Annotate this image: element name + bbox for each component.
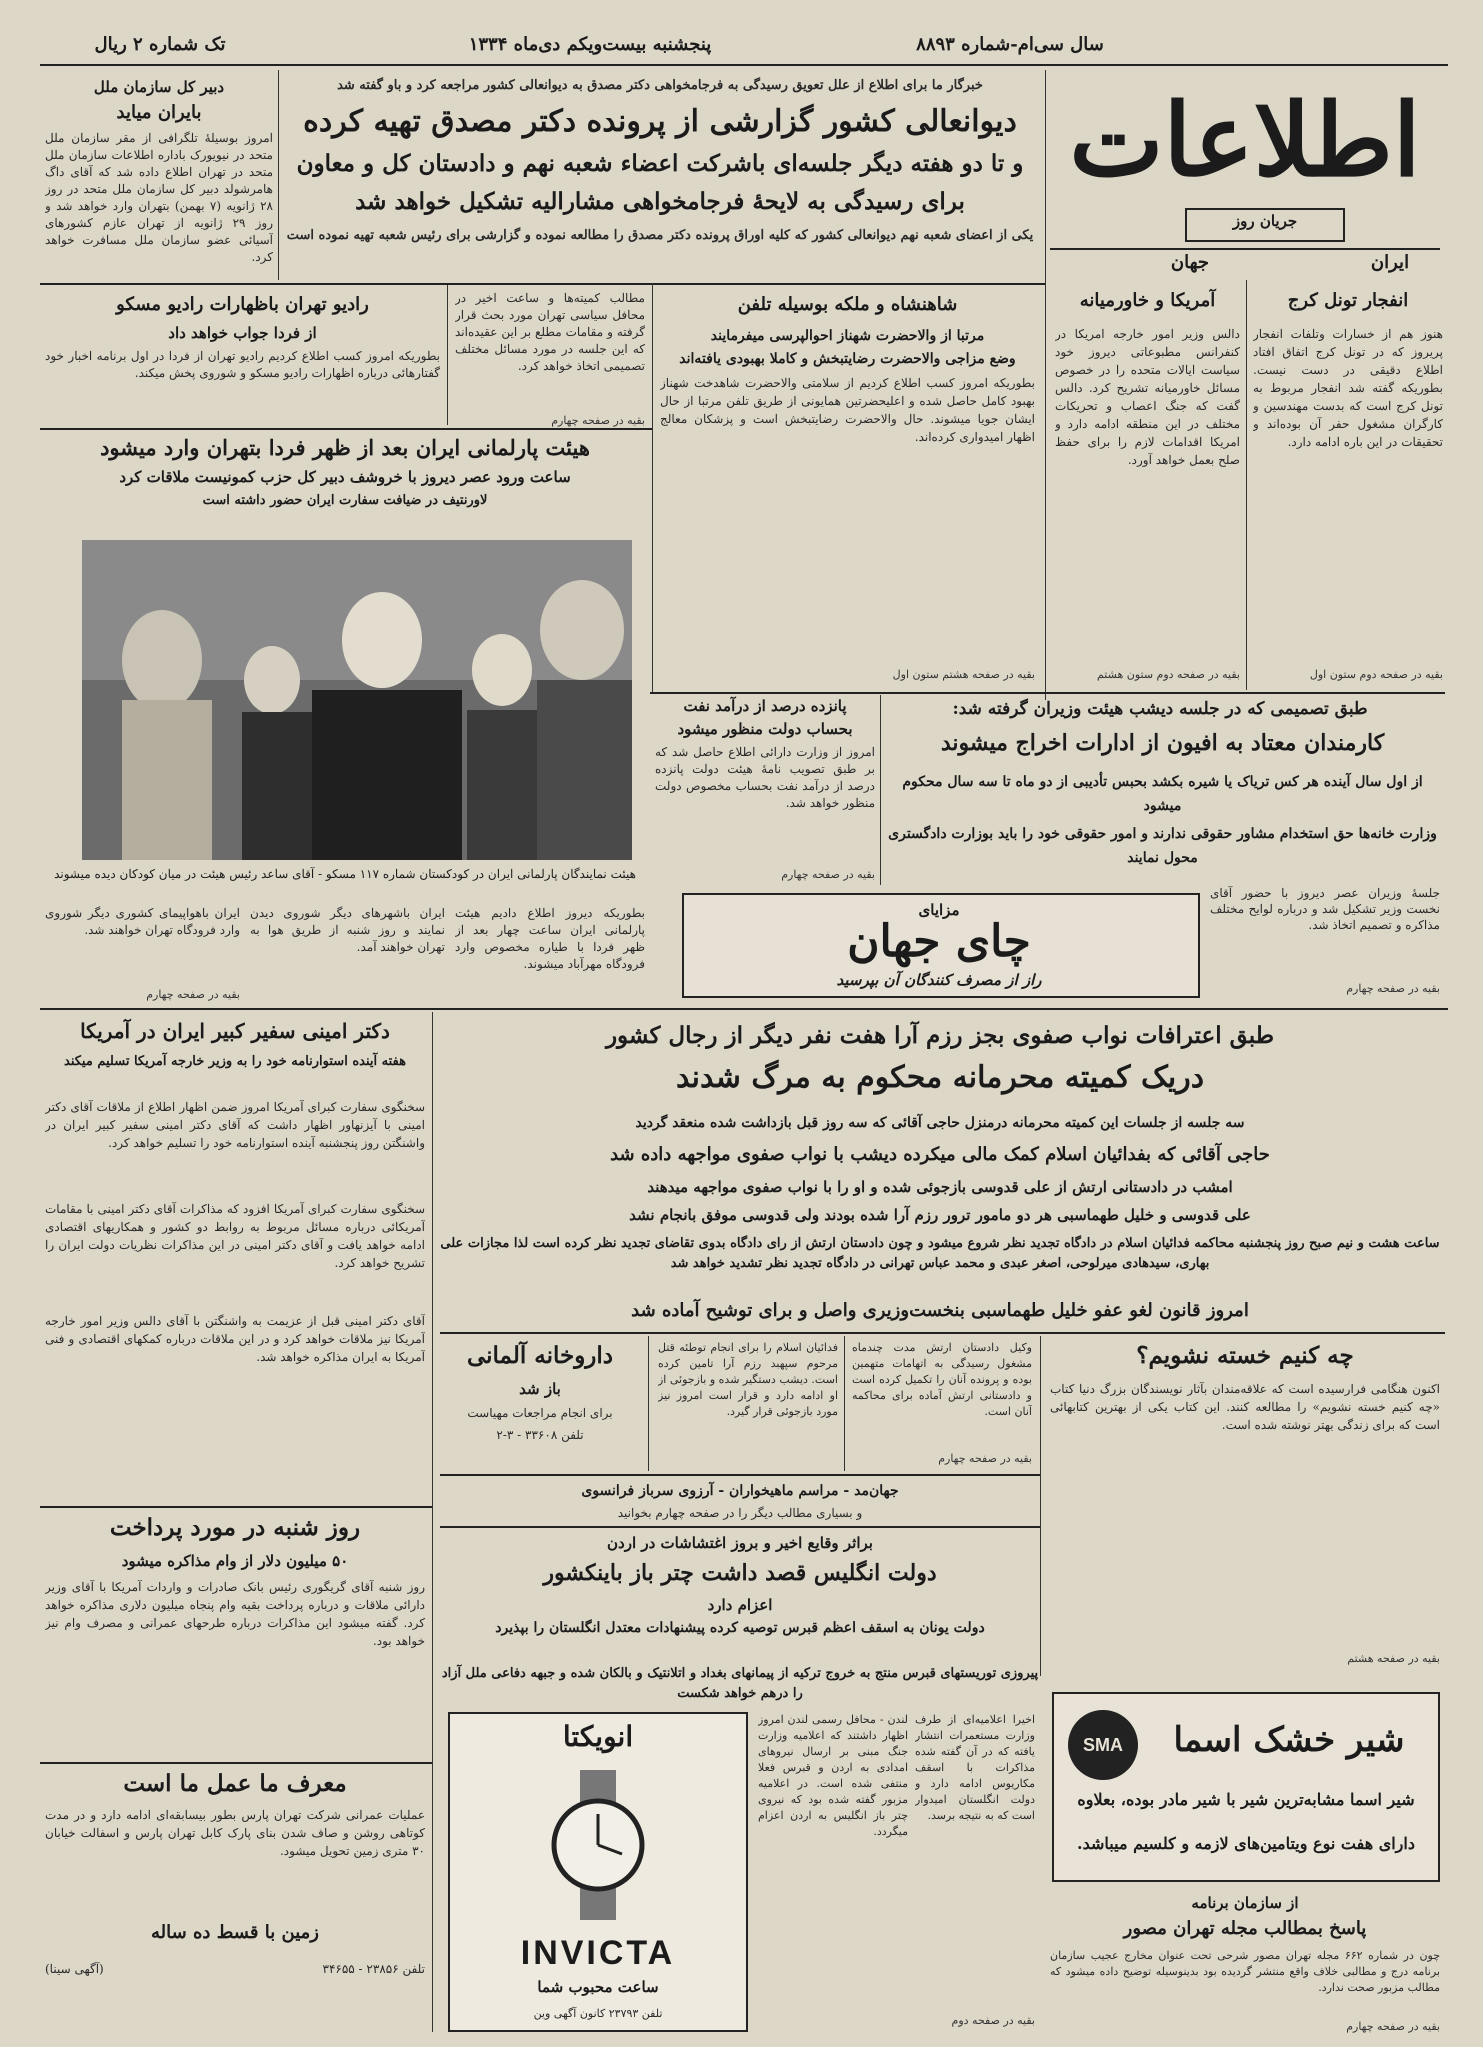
iran-cont: بقیه در صفحه دوم ستون اول xyxy=(1309,668,1443,681)
world-label: جهان xyxy=(1170,252,1210,273)
issue-number: سال سی‌ام-شماره ۸۸۹۳ xyxy=(916,34,1104,55)
invicta-sub: ساعت محبوب شما xyxy=(537,1978,659,1996)
fadaiyan-line-2: حاجی آقائی که بفدائیان اسلام کمک مالی میکرده دیشب با نواب صفوی مواجهه داده شد xyxy=(610,1144,1270,1165)
program-body: چون در شماره ۶۶۲ مجله تهران مصور شرحی تحت عنوان مخارج عجیب سازمان برنامه درج و مطالبی خلاف واقع منتشر گردیده بود بدینوسیله توضیح داده میشود که مطالب مزبور صحت ندارد. xyxy=(1050,1949,1440,1994)
lead-kicker: خبرگار ما برای اطلاع از علل تعویق رسیدگی به فرجامخواهی دکتر مصدق به دیوانعالی کشور مراجعه کرد و باو گفته شد xyxy=(337,78,983,93)
world-headline: آمریکا و خاورمیانه xyxy=(1079,290,1216,311)
delegation-sub-2: لاورنتیف در ضیافت سفارت ایران حضور داشته است xyxy=(202,493,488,508)
fadaiyan-line-4: علی قدوسی و خلیل طهماسبی هر دو مامور ترور رزم آرا شده بودند ولی قدوسی موفق بانجام نشد xyxy=(629,1206,1251,1224)
opium-sub-1: از اول سال آینده هر کس تریاک یا شیره بکشد بحبس تأدیبی از دو ماه تا سه سال محکوم میشود xyxy=(902,774,1423,814)
pharmacy-headline: داروخانه آلمانی xyxy=(466,1342,614,1369)
un-title-2: بایران میاید xyxy=(116,102,202,123)
iran-label: ایران xyxy=(1370,252,1410,273)
tired-headline: چه کنیم خسته نشویم؟ xyxy=(1136,1342,1354,1369)
estate-phone: تلفن ۲۳۸۵۶ - ۳۴۶۵۵ xyxy=(322,1962,425,1976)
radio-headline: رادیو تهران باظهارات رادیو مسکو xyxy=(116,294,369,315)
fadaiyan-cont-cont: بقیه در صفحه چهارم xyxy=(938,1452,1032,1465)
sma-ad xyxy=(1052,1692,1440,1882)
lead-headline: دیوانعالی کشور گزارشی از پرونده دکتر مصدق تهیه کرده xyxy=(303,104,1017,139)
loan-headline: روز شنبه در مورد پرداخت xyxy=(109,1514,361,1541)
magazine-teaser: جهان‌مد - مراسم ماهیخواران - آرزوی سرباز فرانسوی xyxy=(581,1483,899,1499)
lead-headline-2: و تا دو هفته دیگر جلسه‌ای باشرکت اعضاء شعبه نهم و دادستان کل و معاون xyxy=(296,150,1024,177)
opium-headline: کارمندان معتاد به افیون از ادارات اخراج میشوند xyxy=(940,730,1385,756)
cabinet-cont: بقیه در صفحه چهارم xyxy=(1346,982,1440,995)
sma-line-1: شیر اسما مشابه‌ترین شیر با شیر مادر بوده، بعلاوه xyxy=(1077,1790,1415,1809)
fadaiyan-line-1: سه جلسه از جلسات این کمیته محرمانه درمنزل حاجی آقائی که سه روز قبل بازداشت شده منعقد گردید xyxy=(635,1115,1245,1131)
estate-headline: معرف ما عمل ما است xyxy=(123,1770,347,1797)
fadaiyan-line-5: ساعت هشت و نیم صبح روز پنجشنبه محاکمه فدائیان اسلام در دادگاه تجدید نظر شروع میشود و چون دادستان ارتش از رای دادگاه بدوی تقاضای تجدید نظر کرده است لذا مجازات علی بهاری، سیدهادی میرلوحی، اصغر عبدی و محمد عباس تهرانی در دادگاه تجدید نظر تشدید خواهد شد xyxy=(440,1236,1440,1271)
tea-ad-brand: چای جهان xyxy=(847,916,1031,967)
budget-body: مطالب کمیته‌ها و ساعت اخیر در محافل سیاسی تهران مورد بحث قرار گرفته و مقامات مطلع بر این عقیده‌اند که این جلسه در مورد مسائل مختلف تصمیمی اتخاذ خواهد کرد. xyxy=(455,291,645,373)
tired-body: اکنون هنگامی فرارسیده است که علاقه‌مندان بآثار نویسندگان بزرگ دنیا کتاب «چه کنیم خسته نشویم» را مطالعه کنند. این کتاب یکی از بهترین کتابهائی است که برای زندگی بهتر نوشته شده است. xyxy=(1050,1382,1440,1432)
oil-headline-2: بحساب دولت منظور میشود xyxy=(677,720,853,738)
lead-sub: یکی از اعضای شعبه نهم دیوانعالی کشور که کلیه اوراق پرونده دکتر مصدق را مطالعه نموده و گزارشی برای رئیس شعبه تهیه نموده است xyxy=(286,228,1034,243)
delegation-caption: هیئت نمایندگان پارلمانی ایران در کودکستان شماره ۱۱۷ مسکو - آقای ساعد رئیس هیئت در میان کودکان دیده میشوند xyxy=(54,867,636,881)
world-body: دالس وزیر امور خارجه امریکا در کنفرانس مطبوعاتی دیروز خود سیاست ایالات متحده را در خصوص مسائل خاورمیانه تشریح کرد. دالس گفت که جنگ اعصاب و تحریکات مختلف در این منطقه ادامه دارد و امریکا اقدامات لازم را برای حفظ صلح بعمل خواهد آورد. xyxy=(1055,327,1240,467)
delegation-body-mid: ایران باشهرهای دیگر شوروی دیدن نمایند و روز شنبه از طریق هوا به تهران خواهند آمد. xyxy=(250,906,445,954)
invicta-brand: INVICTA xyxy=(520,1934,676,1972)
lead-headline-3: برای رسیدگی به لایحهٔ فرجامخواهی مشارالیه تشکیل خواهد شد xyxy=(355,188,965,215)
iran-headline: انفجار تونل کرج xyxy=(1287,290,1409,311)
delegation-photo xyxy=(82,540,632,860)
un-title: دبیر کل سازمان ملل xyxy=(93,78,225,96)
cabinet-body: جلسهٔ وزیران عصر دیروز با حضور آقای نخست وزیر تشکیل شد و درباره لوایح مختلف مذاکره و تصمیم اتخاذ شد. xyxy=(1210,886,1440,932)
program-kicker: از سازمان برنامه xyxy=(1191,1894,1299,1912)
fadaiyan-headline-1: طبق اعترافات نواب صفوی بجز رزم آرا هفت نفر دیگر از رجال کشور xyxy=(605,1022,1275,1049)
oil-cont: بقیه در صفحه چهارم xyxy=(781,868,875,881)
radio-sub: از فردا جواب خواهد داد xyxy=(168,324,317,342)
shah-sub-1: مرتبا از والاحضرت شهناز احوالپرسی میفرمایند xyxy=(710,328,985,344)
jordan-sub-1: دولت یونان به اسقف اعظم قبرس توصیه کرده پیشنهادات معتدل انگلستان را بپذیرد xyxy=(495,1620,985,1636)
fadaiyan-cont-body: فدائیان اسلام را برای انجام توطئه قتل مرحوم سپهبد رزم آرا تامین کرده است. دیشب دستگیر شده و بازجوئی از او ادامه دارد و قرار است امروز نیز مورد بازجوئی قرار گیرد. xyxy=(658,1341,838,1418)
jordan-body-2: اخیرا اعلامیه‌ای از طرف وزارت مستعمرات انتشار یافته که در آن گفته شده مذاکرات با اسقف مکاریوس ادامه دارد و دولت انگلستان امیدوار است که به نتیجه برسد. xyxy=(915,1713,1035,1822)
fadaiyan-line-6: امروز قانون لغو عفو خلیل طهماسبی بنخست‌وزیری واصل و برای توشیح آماده شد xyxy=(631,1300,1249,1321)
watch-icon xyxy=(538,1770,658,1920)
amini-headline: دکتر امینی سفیر کبیر ایران در آمریکا xyxy=(80,1019,390,1043)
amini-body-1: سخنگوی سفارت کبرای آمریکا امروز ضمن اظهار اطلاع از ملاقات آقای دکتر امینی با آیزنهاور اظهار داشت که آقای دکتر امینی سفیر کبیر ایران در واشنگتن روز پنجشنبه آینده استوارنامه خود را تسلیم خواهد کرد. xyxy=(45,1100,425,1150)
invicta-phone: تلفن ۲۳۷۹۳ کانون آگهی وین xyxy=(533,2007,663,2020)
sma-logo: SMA xyxy=(1068,1710,1138,1780)
invicta-persian: انویکتا xyxy=(562,1720,634,1753)
magazine-teaser-sub: و بسیاری مطالب دیگر را در صفحه چهارم بخوانید xyxy=(617,1506,863,1520)
delegation-headline: هیئت پارلمانی ایران بعد از ظهر فردا بتهران وارد میشود xyxy=(100,435,590,460)
pharmacy-status: باز شد xyxy=(519,1380,561,1398)
issue-date: پنجشنبه بیست‌ویکم دی‌ماه ۱۳۳۴ xyxy=(468,34,712,55)
tea-ad-slogan: راز از مصرف کنندگان آن بپرسید xyxy=(836,971,1042,989)
loan-sub: ۵۰ میلیون دلار از وام مذاکره میشود xyxy=(121,1552,349,1570)
delegation-sub: ساعت ورود عصر دیروز با خروشف دبیر کل حزب کمونیست ملاقات کرد xyxy=(119,468,571,486)
estate-bold: زمین با قسط ده ساله xyxy=(151,1922,319,1943)
jordan-sub-2: پیروزی توریستهای قبرس منتج به خروج ترکیه از پیمانهای بغداد و اتلانتیک و بالکان شده و جبهه دفاعی ملل آزاد را درهم خواهد شکست xyxy=(441,1666,1039,1701)
fadaiyan-cont-body-2: وکیل دادستان ارتش مدت چندماه مشغول رسیدگی به اتهامات متهمین بوده و پرونده آنان را تکمیل کرده است و دادستانی ارتش آماده برای محاکمه آنان است. xyxy=(852,1341,1032,1418)
oil-headline: پانزده درصد از درآمد نفت xyxy=(683,697,847,715)
invicta-ad xyxy=(448,1712,748,2032)
delegation-cont: بقیه در صفحه چهارم xyxy=(146,988,240,1001)
shah-headline: شاهنشاه و ملکه بوسیله تلفن xyxy=(737,294,958,315)
issue-price: تک شماره ۲ ریال xyxy=(94,34,226,55)
jordan-kicker: براثر وقایع اخیر و بروز اغتشاشات در اردن xyxy=(607,1534,873,1552)
jordan-headline: دولت انگلیس قصد داشت چتر باز باینکشور xyxy=(543,1560,937,1586)
amini-sub: هفته آینده استوارنامه خود را به وزیر خارجه آمریکا تسلیم میکند xyxy=(64,1054,406,1069)
pharmacy-body: برای انجام مراجعات مهیاست xyxy=(467,1406,613,1420)
radio-body: بطوریکه امروز کسب اطلاع کردیم رادیو تهران از فردا در اول برنامه اخبار خود گفتارهائی درباره اظهارات رادیو مسکو و شوروی پخش میکند. xyxy=(45,349,440,380)
oil-body: امروز از وزارت دارائی اطلاع حاصل شد که بر طبق تصویب نامهٔ هیئت دولت پانزده درصد از درآمد نفت بحساب مخصوص دولت منظور خواهد شد. xyxy=(655,745,875,810)
estate-sign: (آگهی سینا) xyxy=(45,1962,104,1976)
iran-body: هنوز هم از خسارات وتلفات انفجار پریروز که در تونل کرج اتفاق افتاد اطلاع دقیقی در دست نیست. بطوریکه گفته شد انفجار مربوط به تونل کرج است که بدست مهندسین و کارگران مشغول حفر آن بوده‌اند و تحقیقات در این باره ادامه دارد. xyxy=(1253,327,1443,449)
fadaiyan-headline-2: دریک کمیته محرمانه محکوم به مرگ شدند xyxy=(675,1060,1205,1095)
jordan-body: لندن - محافل رسمی لندن امروز اظهار داشتند که اعلامیه وزارت جنگ مبنی بر ارسال نیروهای امدادی به اردن و قبرس فعلا منتفی شده است. در اعلامیه مزبور گفته شده بود که نیروی چتر باز انگلیس به اردن اعزام میگردد. xyxy=(758,1713,908,1838)
amini-body-2: سخنگوی سفارت کبرای آمریکا افزود که مذاکرات آقای دکتر امینی با مقامات آمریکائی درباره مسائل مربوط به روابط دو کشور و همکاریهای اقتصادی ادامه خواهد یافت و آقای دکتر امینی در این مذاکرات نظریات دولت ایران را تشریح خواهد کرد. xyxy=(45,1202,425,1270)
world-cont: بقیه در صفحه دوم ستون هشتم xyxy=(1096,668,1240,681)
tired-cont: بقیه در صفحه هشتم xyxy=(1347,1652,1440,1665)
sma-headline: شیر خشک اسما xyxy=(1173,1720,1405,1760)
sma-line-2: دارای هفت نوع ویتامین‌های لازمه و کلسیم میباشد. xyxy=(1077,1834,1415,1853)
tea-ad-top: مزایای xyxy=(918,901,960,919)
jordan-headline-2: اعزام دارد xyxy=(707,1596,773,1614)
delegation-body-left: ایران باهواپیمای کشوری دیگر شوروی وارد فرودگاه تهران خواهند شد. xyxy=(45,906,240,937)
estate-body: عملیات عمرانی شرکت تهران پارس بطور بیسابقه‌ای ادامه دارد و در مدت کوتاهی روشن و صاف شدن بنای پارک کابل تهران پارس و اسفالت خیابان ۳۰ متری زمین تحویل میشود. xyxy=(45,1808,425,1858)
pharmacy-phone: تلفن ۳۳۶۰۸ - ۳-۲ xyxy=(496,1428,584,1442)
delegation-body-right: بطوریکه دیروز اطلاع دادیم هیئت پارلمانی ایران ساعت چهار بعد از ظهر فردا با طیاره مخصوص وارد فرودگاه مهرآباد میشوند. xyxy=(455,906,645,971)
shah-body: بطوریکه امروز کسب اطلاع کردیم از سلامتی والاحضرت شاهدخت شهناز بهبود کامل حاصل شده و اعلیحضرتین همایونی از طریق تلفن مرتبا از حال ایشان جویا میشوند. حال والاحضرت رضایتبخش است و پزشکان معالج اظهار امیدواری کرده‌اند. xyxy=(660,376,1035,444)
fadaiyan-line-3: امشب در دادستانی ارتش از علی قدوسی بازجوئی شده و او را با نواب صفوی مواجهه میدهند xyxy=(647,1178,1233,1196)
loan-body: روز شنبه آقای گریگوری رئیس بانک صادرات و واردات آمریکا با آقای وزیر دارائی ملاقات و درباره پرداخت بقیه وام پنجاه میلیون دلاری مذاکره خواهد کرد. گفته میشود این مذاکرات درباره طرحهای عمرانی و مصرف وام نیز خواهد بود. xyxy=(45,1580,425,1648)
opium-kicker: طبق تصمیمی که در جلسه دیشب هیئت وزیران گرفته شد: xyxy=(952,699,1368,719)
tea-ad xyxy=(682,893,1200,998)
un-body: امروز بوسیلهٔ تلگرافی از مقر سازمان ملل متحد در نیویورک باداره اطلاعات سازمان ملل متحد در تهران اطلاع داده شد که آقای داگ هامرشولد دبیر کل سازمان ملل متحد در روز ۲۸ ژانویه (۷ بهمن) بتهران وارد خواهد شد و روز ۲۹ ژانویه از تهران عازم کشورهای آسیائی عضو سازمان ملل مسافرت خواهد کرد. xyxy=(45,131,273,264)
opium-sub-2: وزارت خانه‌ها حق استخدام مشاور حقوقی ندارند و امور حقوقی خود را باید بوزارت دادگستری محول نمایند xyxy=(888,826,1437,866)
budget-cont: بقیه در صفحه چهارم xyxy=(551,414,645,427)
daily-label: جریان روز xyxy=(1185,208,1345,242)
jordan-cont: بقیه در صفحه دوم xyxy=(951,2014,1035,2027)
shah-cont: بقیه در صفحه هشتم ستون اول xyxy=(892,668,1035,681)
masthead-logo: اطلاعات xyxy=(1069,85,1421,199)
program-cont: بقیه در صفحه چهارم xyxy=(1346,2020,1440,2033)
photo-illustration xyxy=(82,540,632,860)
program-headline: پاسخ بمطالب مجله تهران مصور xyxy=(1123,1918,1367,1939)
amini-body-3: آقای دکتر امینی قبل از عزیمت به واشنگتن با آقای دالس وزیر امور خارجه آمریکا نیز ملاقات خواهد کرد و در این ملاقات درباره کمکهای اقتصادی و فنی آمریکا به ایران مذاکره خواهد شد. xyxy=(45,1314,425,1364)
shah-sub-2: وضع مزاجی والاحضرت رضایتبخش و کاملا بهبودی یافته‌اند xyxy=(679,351,1016,367)
